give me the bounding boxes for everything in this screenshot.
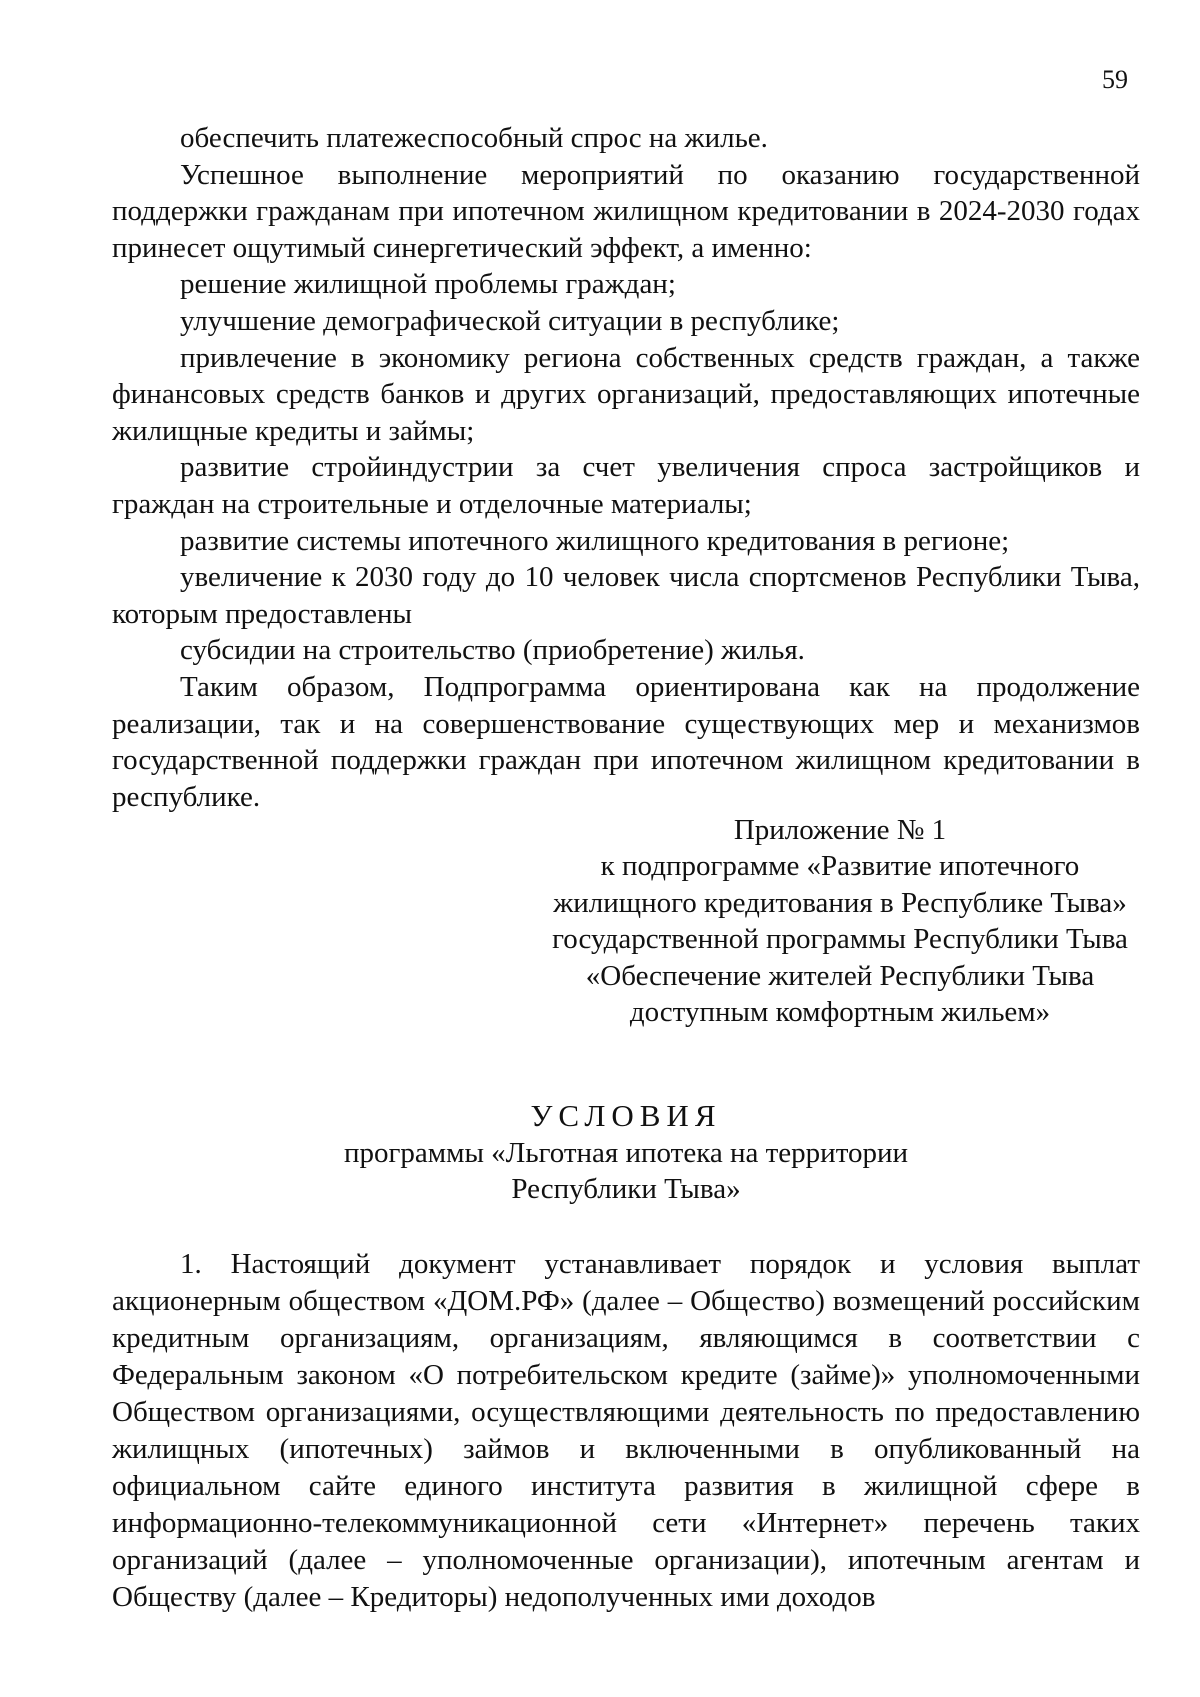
list-item: увеличение к 2030 году до 10 человек числа спортсменов Республики Тыва, которым предоставлены <box>112 561 1140 630</box>
appendix-line: Приложение № 1 <box>733 814 947 846</box>
document-body <box>112 120 1140 815</box>
appendix-line: государственной программы Республики Тыва <box>552 923 1128 956</box>
paragraph: обеспечить платежеспособный спрос на жилье. <box>180 122 768 154</box>
list-item: развитие стройиндустрии за счет увеличения спроса застройщиков и граждан на строительные и отделочные материалы; <box>112 451 1140 520</box>
appendix-line: жилищного кредитования в Республике Тыва» <box>553 886 1127 919</box>
document-subtitle: Республики Тыва» <box>511 1173 741 1206</box>
appendix-line: «Обеспечение жителей Республики Тыва <box>585 959 1095 992</box>
list-item: улучшение демографической ситуации в республике; <box>180 304 840 337</box>
paragraph: Таким образом, Подпрограмма ориентирована как на продолжение реализации, так и на совершенствование существующих мер и механизмов государственной поддержки граждан при ипотечном жилищном кредитовании в республике. <box>112 670 1140 813</box>
document-subtitle: программы «Льготная ипотека на территории <box>343 1136 909 1169</box>
paragraph: 1. Настоящий документ устанавливает порядок и условия выплат акционерным обществом «ДОМ.РФ» (далее – Общество) возмещений российским кредитным организациям, организациям, являющимся в соответствии с Федеральным законом «О потребительском кредите (займе)» уполномоченными Обществом организациями, осуществляющими деятельность по предоставлению жилищных (ипотечных) займов и включенными в опубликованный на официальном сайте единого института развития в жилищной сфере в информационно-телекоммуникационной сети «Интернет» перечень таких организаций (далее – уполномоченные организации), ипотечным агентам и Обществу (далее – Кредиторы) недополученных ими доходов <box>112 1248 1140 1613</box>
list-item: субсидии на строительство (приобретение) жилья. <box>180 634 805 667</box>
list-item: развитие системы ипотечного жилищного кредитования в регионе; <box>180 524 1010 557</box>
section-1 <box>112 1246 1140 1616</box>
appendix-line: к подпрограмме «Развитие ипотечного <box>600 850 1080 883</box>
page-number: 59 <box>1102 65 1128 94</box>
document-title: УСЛОВИЯ <box>530 1098 722 1133</box>
list-item: привлечение в экономику региона собственных средств граждан, а также финансовых средств банков и других организаций, предоставляющих ипотечные жилищные кредиты и займы; <box>112 341 1140 447</box>
list-item: решение жилищной проблемы граждан; <box>180 268 676 301</box>
paragraph: Успешное выполнение мероприятий по оказанию государственной поддержки гражданам при ипотечном жилищном кредитовании в 2024-2030 годах принесет ощутимый синергетический эффект, а именно: <box>112 158 1140 264</box>
document-title-block <box>112 1098 1140 1208</box>
appendix-header <box>540 812 1140 1030</box>
appendix-line: доступным комфортным жильем» <box>629 996 1051 1029</box>
